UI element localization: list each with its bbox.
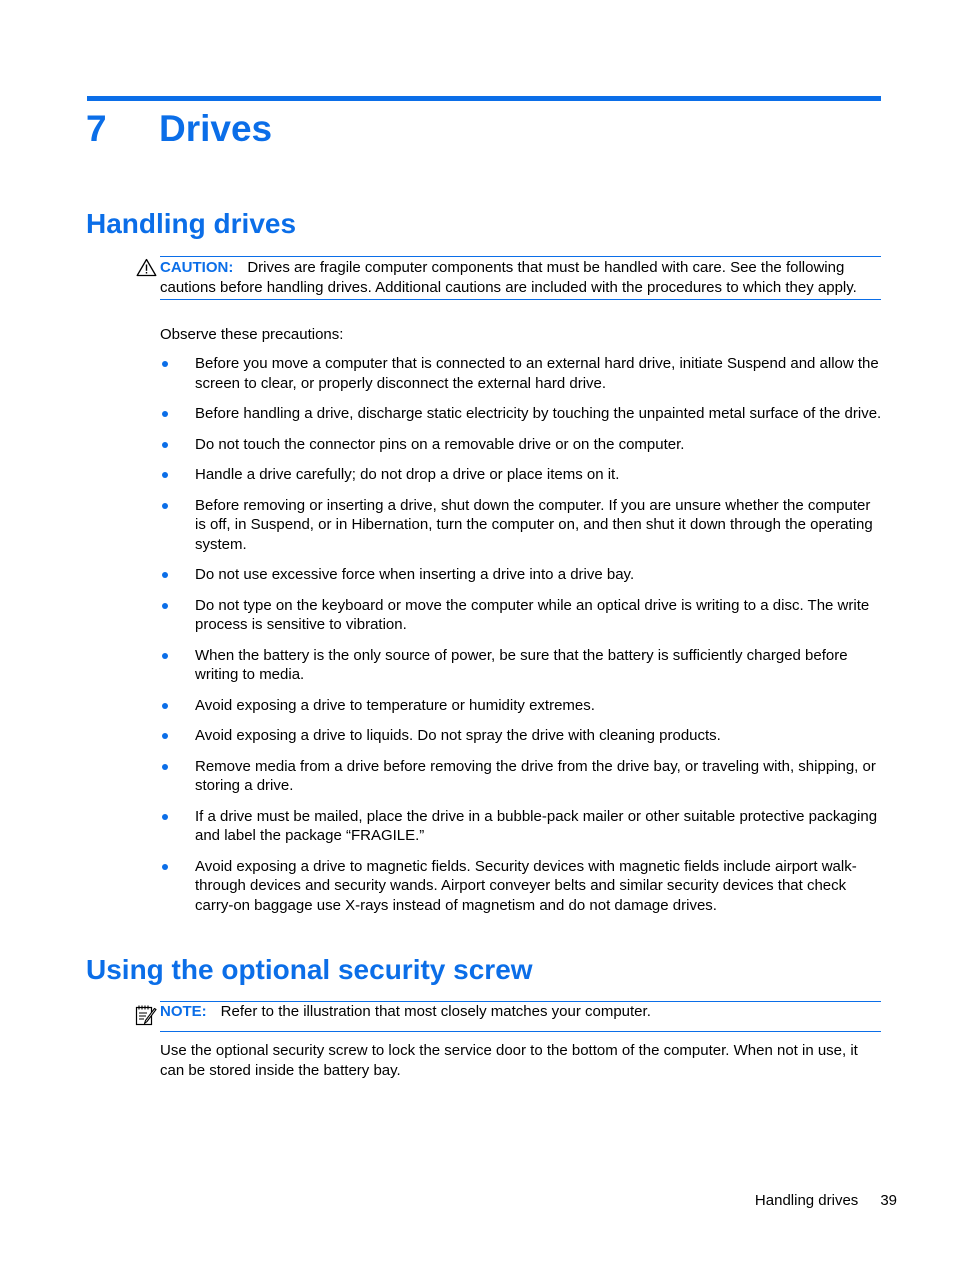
bullet-icon	[162, 572, 168, 578]
list-item-text: Do not touch the connector pins on a removable drive or on the computer.	[195, 435, 685, 453]
precautions-list	[160, 354, 882, 926]
list-item-text: Avoid exposing a drive to liquids. Do not spray the drive with cleaning products.	[195, 727, 721, 744]
bullet-icon	[162, 733, 168, 739]
list-item	[160, 807, 882, 846]
bullet-icon	[162, 603, 168, 609]
list-item	[160, 646, 882, 685]
list-item-text: Before removing or inserting a drive, shut down the computer. If you are unsure whether the computer is off, in Suspend, or in Hibernation, turn the computer on, and then shut it down through the operating system.	[195, 496, 873, 553]
list-item-text: When the battery is the only source of power, be sure that the battery is sufficiently charged before writing to media.	[195, 646, 848, 683]
list-item-text: Avoid exposing a drive to temperature or humidity extremes.	[195, 696, 595, 714]
list-item-text: Avoid exposing a drive to magnetic fields. Security devices with magnetic fields include airport walk-through devices and security wands. Airport conveyer belts and similar security devices that check carry-on baggage use X-rays instead of magnetism and do not damage drives.	[195, 857, 857, 914]
caution-callout	[160, 256, 881, 300]
caution-text: Drives are fragile computer components that must be handled with care. See the following cautions before handling drives. Additional cautions are included with the procedures to which they apply.	[160, 259, 857, 296]
list-item	[160, 565, 882, 585]
list-item	[160, 696, 882, 716]
chapter-title: Drives	[159, 108, 273, 149]
page-footer	[755, 1191, 897, 1211]
note-label: NOTE:	[160, 1003, 207, 1020]
list-item	[160, 857, 882, 916]
precautions-intro: Observe these precautions:	[160, 326, 344, 343]
caution-label: CAUTION:	[160, 259, 234, 276]
chapter-heading	[86, 106, 272, 152]
page-number: 39	[880, 1192, 897, 1209]
list-item-text: Do not use excessive force when inserting a drive into a drive bay.	[195, 566, 635, 583]
list-item	[160, 354, 882, 393]
note-callout	[160, 1001, 881, 1032]
list-item-text: Handle a drive carefully; do not drop a drive or place items on it.	[195, 466, 620, 483]
list-item-text: Remove media from a drive before removing the drive from the drive bay, or traveling with, shipping, or storing a drive.	[195, 757, 876, 794]
chapter-rule	[87, 96, 881, 101]
bullet-icon	[162, 361, 168, 367]
chapter-number: 7	[86, 108, 107, 149]
note-text: Refer to the illustration that most closely matches your computer.	[220, 1003, 651, 1020]
bullet-icon	[162, 764, 168, 770]
list-item	[160, 757, 882, 796]
list-item	[160, 435, 882, 455]
list-item	[160, 404, 882, 424]
bullet-icon	[162, 503, 168, 509]
bullet-icon	[162, 442, 168, 448]
list-item	[160, 596, 882, 635]
list-item-text: Before handling a drive, discharge static electricity by touching the unpainted metal surface of the drive.	[195, 405, 882, 422]
list-item-text: If a drive must be mailed, place the drive in a bubble-pack mailer or other suitable protective packaging and label the package “FRAGILE.”	[195, 807, 878, 844]
bullet-icon	[162, 472, 168, 478]
security-screw-body: Use the optional security screw to lock the service door to the bottom of the computer. When not in use, it can be stored inside the battery bay.	[160, 1042, 858, 1079]
bullet-icon	[162, 411, 168, 417]
warning-triangle-icon	[136, 258, 157, 277]
list-item	[160, 465, 882, 485]
footer-section-title: Handling drives	[754, 1192, 859, 1209]
section-title-security-screw: Using the optional security screw	[86, 954, 533, 985]
bullet-icon	[162, 814, 168, 820]
note-pad-icon	[134, 1003, 158, 1027]
bullet-icon	[162, 653, 168, 659]
list-item	[160, 496, 882, 555]
list-item-text: Do not type on the keyboard or move the computer while an optical drive is writing to a disc. The write process is sensitive to vibration.	[195, 596, 870, 633]
section-title-handling-drives: Handling drives	[86, 208, 297, 239]
list-item	[160, 726, 882, 746]
list-item-text: Before you move a computer that is connected to an external hard drive, initiate Suspend and allow the screen to clear, or properly disconnect the external hard drive.	[195, 355, 879, 392]
bullet-icon	[162, 703, 168, 709]
bullet-icon	[162, 864, 168, 870]
